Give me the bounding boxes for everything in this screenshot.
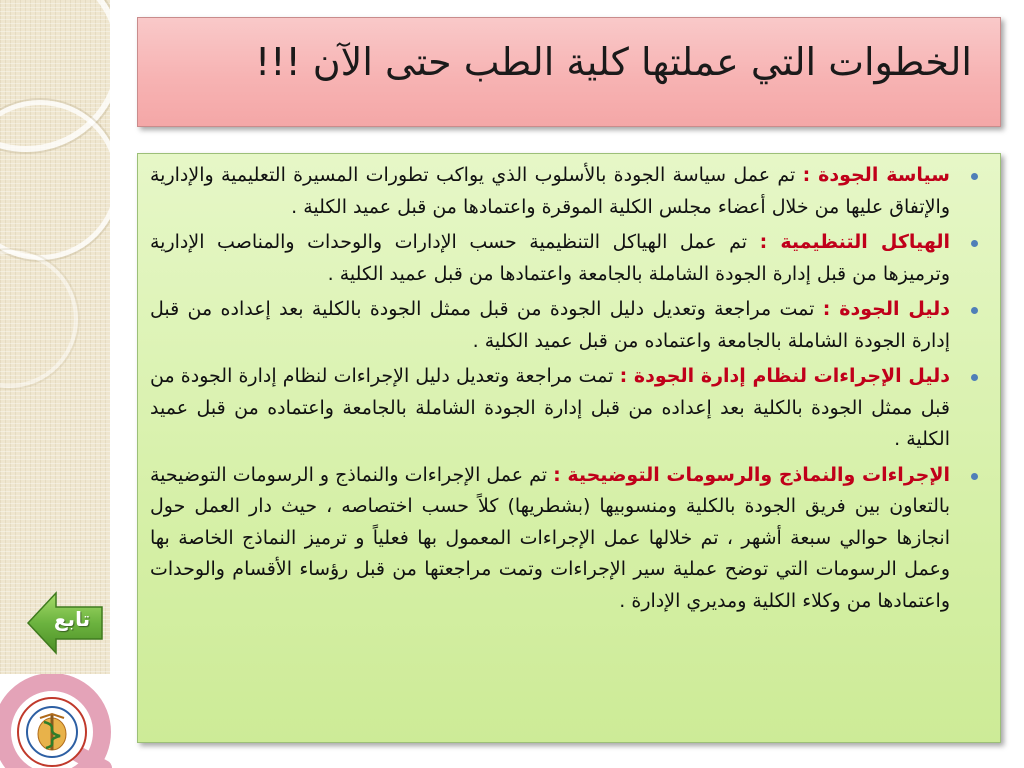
bullet-text: تم عمل الهياكل التنظيمية حسب الإدارات والوحدات والمناصب الإدارية وترميزها من قبل إدارة الجودة الشاملة بالجامعة واعتمادها من قبل عميد الكلية . [150, 231, 950, 285]
slide-title-box [137, 17, 1001, 127]
bullet-text: تمت مراجعة وتعديل دليل الإجراءات لنظام إدارة الجودة من قبل ممثل الجودة بالكلية بعد إعداده من قبل إدارة الجودة الشاملة بالجامعة واعتماده من قبل عميد الكلية . [150, 365, 950, 450]
decorative-ring [0, 100, 110, 260]
slide-content-box [137, 153, 1001, 743]
bullet-item-procedures-forms [150, 460, 984, 618]
faculty-logo [0, 674, 112, 768]
bullet-item-org-structures [150, 227, 984, 290]
decorative-ring [0, 250, 78, 388]
faculty-logo-icon [0, 674, 112, 768]
bullet-term: سياسة الجودة : [802, 164, 950, 186]
bullet-item-quality-policy [150, 160, 984, 223]
bullet-text: تمت مراجعة وتعديل دليل الجودة من قبل ممثل الجودة بالكلية بعد إعداده من قبل إدارة الجودة الشاملة بالجامعة واعتماده من قبل عميد الكلية . [150, 298, 950, 352]
bullet-list [150, 160, 984, 621]
bullet-dot-icon [971, 173, 978, 180]
next-button[interactable]: تابع [53, 607, 91, 631]
bullet-dot-icon [971, 473, 978, 480]
bullet-dot-icon [971, 240, 978, 247]
bullet-dot-icon [971, 307, 978, 314]
bullet-text: تم عمل سياسة الجودة بالأسلوب الذي يواكب تطورات المسيرة التعليمية والإدارية والإتفاق عليها من خلال أعضاء مجلس الكلية الموقرة واعتمادها من قبل عميد الكلية . [150, 164, 950, 218]
bullet-item-quality-manual [150, 294, 984, 357]
bullet-term: دليل الإجراءات لنظام إدارة الجودة : [619, 365, 950, 387]
bullet-term: دليل الجودة : [822, 298, 950, 320]
bullet-dot-icon [971, 374, 978, 381]
bullet-text: تم عمل الإجراءات والنماذج و الرسومات التوضيحية بالتعاون بين فريق الجودة بالكلية ومنسوبيها (بشطريها) كلاً حسب اختصاصه ، حيث دار العمل حول انجازها حوالي سبعة أشهر ، تم خلالها عمل الإجراءات المعمول بها فعلياً و ترميز النماذج الخاصة بها وعمل الرسومات التي توضح عملية سير الإجراءات وتمت مراجعتها من قبل رؤساء الأقسام والوحدات واعتمادها من وكلاء الكلية ومديري الإدارة . [150, 463, 950, 612]
bullet-item-procedures-manual [150, 361, 984, 456]
slide-title: الخطوات التي عملتها كلية الطب حتى الآن !!! [254, 40, 972, 84]
bullet-term: الإجراءات والنماذج والرسومات التوضيحية : [553, 463, 950, 486]
bullet-term: الهياكل التنظيمية : [759, 231, 951, 253]
